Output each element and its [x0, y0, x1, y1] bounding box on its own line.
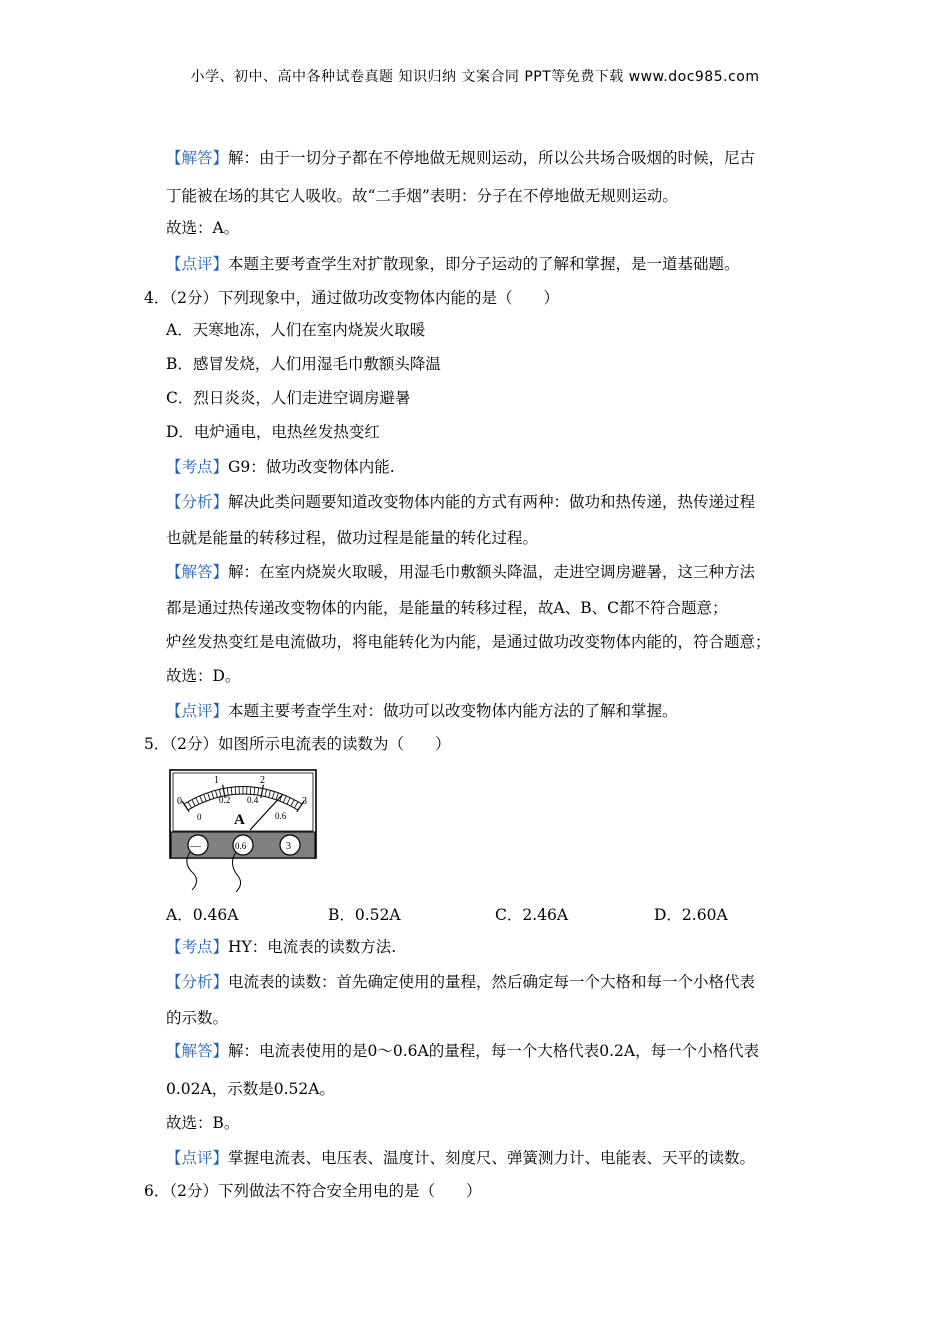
point-tag: 【考点】 [166, 458, 229, 476]
q4-choose: 故选：D。 [166, 667, 241, 685]
q4-option-a: A．天寒地冻，人们在室内烧炭火取暖 [166, 321, 426, 339]
q4-answer-line-2: 都是通过热传递改变物体的内能，是能量的转移过程，故A、B、C都不符合题意； [166, 599, 728, 617]
answer-tag: 【解答】 [166, 1042, 229, 1060]
q5-choose: 故选：B。 [166, 1114, 240, 1132]
answer-tag: 【解答】 [166, 149, 229, 167]
q4-analysis-line-2: 也就是能量的转移过程，做功过程是能量的转化过程。 [166, 529, 539, 547]
q4-answer-line-3: 炉丝发热变红是电流做功，将电能转化为内能，是通过做功改变物体内能的，符合题意； [166, 633, 771, 651]
analysis-tag: 【分析】 [166, 973, 229, 991]
q5-option-a: A．0.46A [166, 906, 239, 924]
q5-comment: 【点评】掌握电流表、电压表、温度计、刻度尺、弹簧测力计、电能表、天平的读数。 [166, 1149, 756, 1167]
q5-point: 【考点】HY：电流表的读数方法. [166, 938, 397, 956]
q4-option-d: D．电炉通电，电热丝发热变红 [166, 423, 380, 441]
q5-analysis-line-2: 的示数。 [166, 1009, 229, 1027]
lower-scale-06: 0.6 [275, 811, 287, 821]
q6-stem: 6．（2分）下列做法不符合安全用电的是（ ） [144, 1182, 482, 1200]
terminal-3-label: 3 [286, 841, 291, 852]
terminal-06-label: 0.6 [235, 841, 247, 851]
q3-answer-line-2: 丁能被在场的其它人吸收。故“二手烟”表明：分子在不停地做无规则运动。 [166, 187, 678, 205]
q4-comment: 【点评】本题主要考查学生对：做功可以改变物体内能方法的了解和掌握。 [166, 702, 678, 720]
comment-tag: 【点评】 [166, 255, 229, 273]
q5-option-b: B．0.52A [328, 906, 401, 924]
minor-tick [250, 787, 251, 794]
q4-option-c: C．烈日炎炎，人们走进空调房避暑 [166, 389, 411, 407]
analysis-tag: 【分析】 [166, 493, 229, 511]
q5-analysis-line-1: 【分析】电流表的读数：首先确定使用的量程，然后确定每一个大格和每一个小格代表 [166, 973, 756, 991]
q4-answer-line-1: 【解答】解：在室内烧炭火取暖，用湿毛巾敷额头降温，走进空调房避暑，这三种方法 [166, 563, 756, 581]
q4-point: 【考点】G9：做功改变物体内能. [166, 458, 395, 476]
lower-scale-04: 0.4 [247, 795, 259, 805]
q4-option-b: B．感冒发烧，人们用湿毛巾敷额头降温 [166, 355, 441, 373]
lower-scale-02: 0.2 [219, 795, 231, 805]
terminal-negative-label: — [190, 840, 201, 852]
q5-answer-line-2: 0.02A，示数是0.52A。 [166, 1080, 335, 1098]
lower-scale-0: 0 [197, 812, 202, 822]
upper-scale-1: 1 [214, 775, 219, 786]
ammeter-figure [164, 764, 324, 894]
unit-label: A [234, 812, 245, 828]
q4-analysis-line-1: 【分析】解决此类问题要知道改变物体内能的方式有两种：做功和热传递，热传递过程 [166, 493, 756, 511]
comment-tag: 【点评】 [166, 1149, 229, 1167]
q5-stem: 5．（2分）如图所示电流表的读数为（ ） [144, 735, 451, 753]
upper-scale-0: 0 [177, 796, 182, 807]
q4-stem: 4．（2分）下列现象中，通过做功改变物体内能的是（ ） [144, 289, 559, 307]
q3-choose: 故选：A。 [166, 219, 240, 237]
minor-tick [235, 787, 236, 794]
page-header: 小学、初中、高中各种试卷真题 知识归纳 文案合同 PPT等免费下载 www.doc985.com [190, 69, 760, 85]
answer-tag: 【解答】 [166, 563, 229, 581]
q3-comment: 【点评】本题主要考查学生对扩散现象，即分子运动的了解和掌握，是一道基础题。 [166, 255, 740, 273]
comment-tag: 【点评】 [166, 702, 229, 720]
point-tag: 【考点】 [166, 938, 229, 956]
q5-answer-line-1: 【解答】解：电流表使用的是0～0.6A的量程，每一个大格代表0.2A，每一个小格代表 [166, 1042, 760, 1060]
q3-answer-line-1: 【解答】解：由于一切分子都在不停地做无规则运动，所以公共场合吸烟的时候，尼古 [166, 149, 756, 167]
upper-scale-3: 3 [302, 796, 307, 807]
upper-scale-2: 2 [260, 775, 265, 786]
q5-option-c: C．2.46A [495, 906, 569, 924]
q5-option-d: D．2.60A [654, 906, 728, 924]
